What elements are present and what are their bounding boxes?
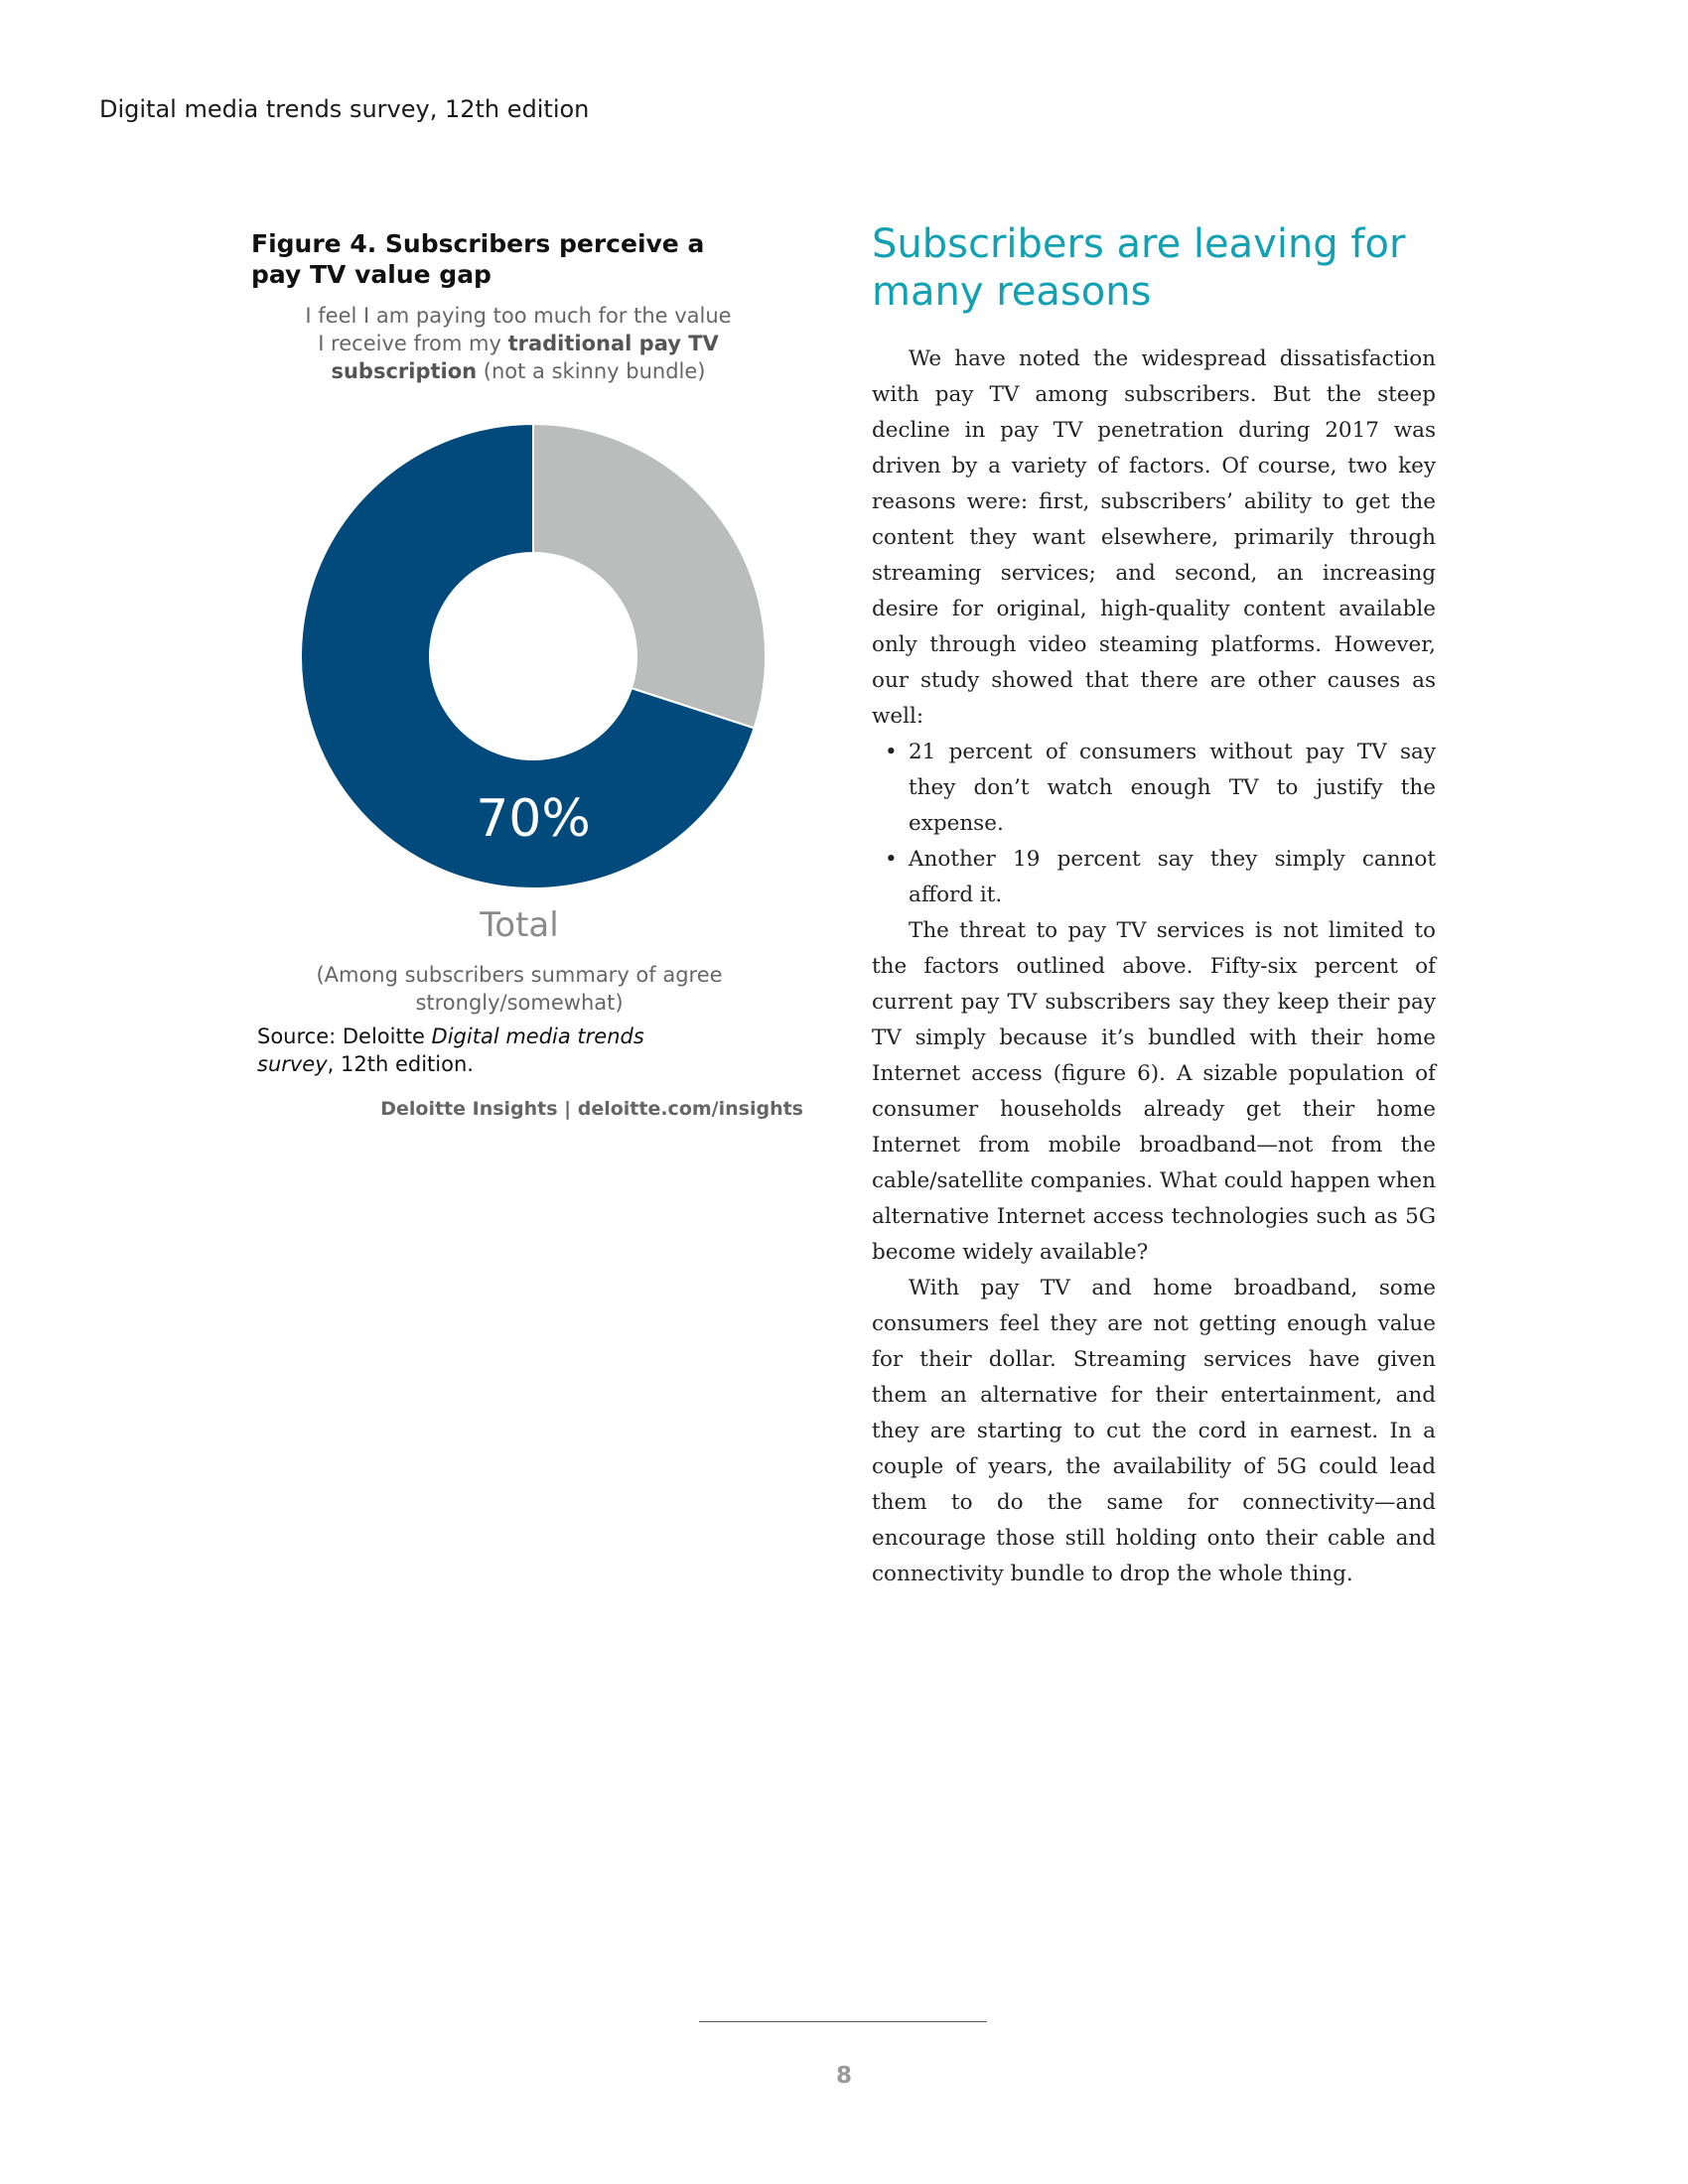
question-suffix: (not a skinny bundle) bbox=[477, 359, 706, 383]
bullet-icon: • bbox=[885, 740, 898, 764]
bullet-text: 21 percent of consumers without pay TV say they don’t watch enough TV to justify the expense. bbox=[909, 740, 1436, 836]
donut-chart bbox=[300, 423, 767, 889]
source-prefix: Source: Deloitte bbox=[257, 1024, 432, 1048]
slice-other bbox=[533, 424, 766, 728]
source-suffix: , 12th edition. bbox=[327, 1052, 474, 1076]
figure-question bbox=[299, 302, 738, 385]
paragraph-1: We have noted the widespread dissatisfaction with pay TV among subscribers. But the steep decline in pay TV penetration during 2017 was driven by a variety of factors. Of course, two key reasons were: first, subscribers’ ability to get the content they want elsewhere, primarily through streaming services; and second, an increasing desire for original, high-quality content available only through video steaming platforms. However, our study showed that there are other causes as well: bbox=[872, 346, 1436, 729]
bullet-list bbox=[872, 735, 1436, 913]
chart-caption bbox=[311, 903, 728, 1017]
article bbox=[872, 220, 1436, 1592]
source-italic: Digital media trends survey bbox=[257, 1024, 644, 1076]
list-item bbox=[885, 842, 1436, 913]
question-prefix: I feel I am paying too much for the value I receive from my bbox=[305, 304, 732, 355]
data-label-agree: 70% bbox=[476, 789, 591, 849]
bullet-icon: • bbox=[885, 847, 898, 872]
page-number: 8 bbox=[835, 2063, 852, 2089]
paragraph-3: With pay TV and home broadband, some consumers feel they are not getting enough value for their dollar. Streaming services have given them an alternative for their entertainment, and they are starting to cut the cord in earnest. In a couple of years, the availability of 5G could lead them to do the same for connectivity—and encourage those still holding onto their cable and connectivity bundle to drop the whole thing. bbox=[872, 1276, 1436, 1586]
chart-note: (Among subscribers summary of agree strongly/somewhat) bbox=[316, 963, 723, 1015]
figure-title: Figure 4. Subscribers perceive a pay TV value gap bbox=[251, 229, 705, 289]
footer-rule bbox=[699, 2021, 987, 2022]
question-bold: traditional pay TV subscription bbox=[331, 332, 719, 383]
figure-4 bbox=[251, 228, 807, 1120]
running-head: Digital media trends survey, 12th edition bbox=[99, 95, 590, 123]
donut-svg bbox=[300, 423, 767, 889]
paragraph-2: The threat to pay TV services is not limited to the factors outlined above. Fifty-six percent of current pay TV subscribers say they keep their pay TV simply because it’s bundled with their home Internet access (figure 6). A sizable population of consumer households already get their home Internet from mobile broadband—not from the cable/satellite companies. What could happen when alternative Internet access technologies such as 5G become widely available? bbox=[872, 918, 1436, 1265]
article-heading: Subscribers are leaving for many reasons bbox=[872, 221, 1406, 315]
figure-credit: Deloitte Insights | deloitte.com/insights bbox=[380, 1098, 803, 1120]
list-item bbox=[885, 735, 1436, 842]
figure-source bbox=[257, 1023, 674, 1078]
bullet-text: Another 19 percent say they simply cannot afford it. bbox=[909, 847, 1436, 907]
article-body bbox=[872, 341, 1436, 1592]
chart-title: Total bbox=[480, 905, 559, 945]
